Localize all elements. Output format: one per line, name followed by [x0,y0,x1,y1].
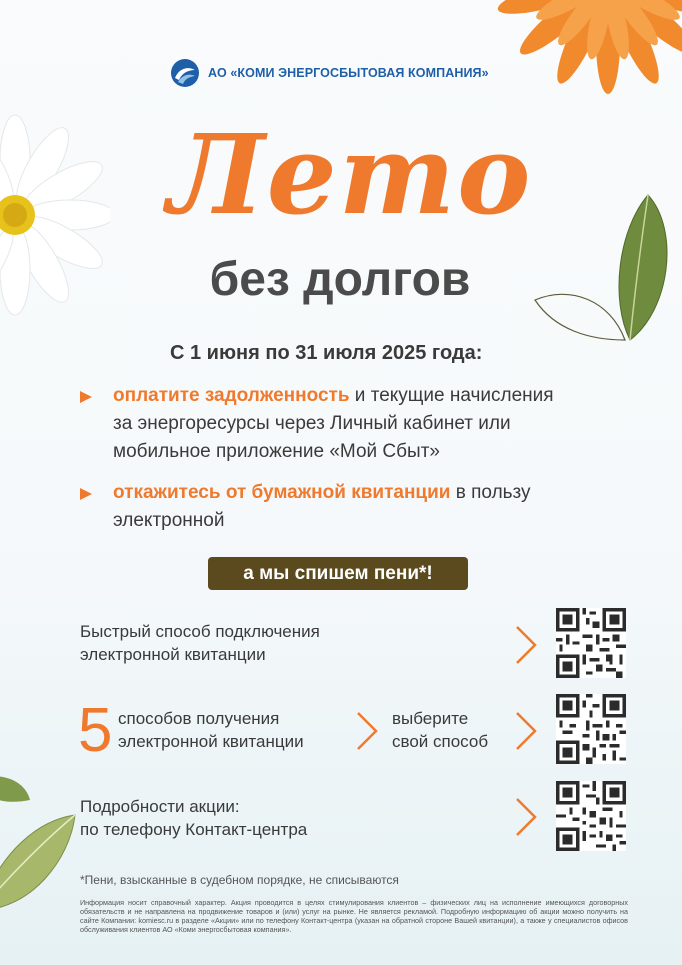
promo-period: С 1 июня по 31 июля 2025 года: [170,342,483,364]
row-text: способов получения [118,709,280,728]
green-leaf [0,760,90,930]
row-text: электронной квитанции [118,732,304,751]
qr-code[interactable] [556,608,626,678]
company-name: АО «КОМИ ЭНЕРГОСБЫТОВАЯ КОМПАНИЯ» [208,66,489,80]
daisy-flower [0,110,110,330]
company-logo-icon [170,58,200,88]
legal-disclaimer: Информация носит справочный характер. Акция проводится в целях стимулирования клиентов – физических лиц на исполнение имеющихся договорных обязательств и не направлена на продвижение товаров и (или) услуг на рынке. Не является рекламой. Подробную информацию об акции можно получить на сайте Компании: komiesc.ru в разделе «Акции» или по телефону Контакт-центра (указан на обратной стороне Вашей квитанции), а также у специалистов офисов обслуживания клиентов АО «Коми энергосбытовая компания». [80,898,628,934]
row-text: Быстрый способ подключения [80,622,320,641]
row-text: свой способ [392,732,489,751]
orange-gerbera-flower [488,0,682,100]
chevron-right-icon [513,623,539,667]
row-text: выберите [392,709,469,728]
title-script: Лето [167,110,533,239]
row-text: электронной квитанции [80,645,266,664]
row-choose [392,707,488,753]
chevron-right-icon [513,795,539,839]
bullet-text: в пользу [450,482,531,503]
chevron-right-icon [354,709,380,753]
row-details [80,795,307,841]
promo-pill: а мы спишем пени*! [208,557,468,590]
footnote: *Пени, взысканные в судебном порядке, не списываются [80,873,399,887]
chevron-right-icon [513,709,539,753]
bullet-text: и текущие начисления [349,385,554,406]
row-text: по телефону Контакт-центра [80,820,308,839]
title-subtitle: без долгов [209,253,471,306]
bullet-highlight: откажитесь от бумажной квитанции [113,482,451,503]
bullet-text: за энергоресурсы через Личный кабинет или [113,413,511,434]
row-text: Подробности акции: [80,797,240,816]
company-header [170,58,489,88]
bullet-text: электронной [113,510,225,531]
qr-code[interactable] [556,694,626,764]
bullet-highlight: оплатите задолженность [113,385,350,406]
ways-count: 5 [78,696,113,765]
bullet-text: мобильное приложение «Мой Сбыт» [113,441,440,462]
row-fast-connect [80,620,320,666]
bullet-e-receipt [113,479,643,535]
bullet-pay-debt [113,382,643,466]
arrow-bullet-icon [80,488,92,500]
row-ways [118,707,304,753]
qr-code[interactable] [556,781,626,851]
arrow-bullet-icon [80,391,92,403]
